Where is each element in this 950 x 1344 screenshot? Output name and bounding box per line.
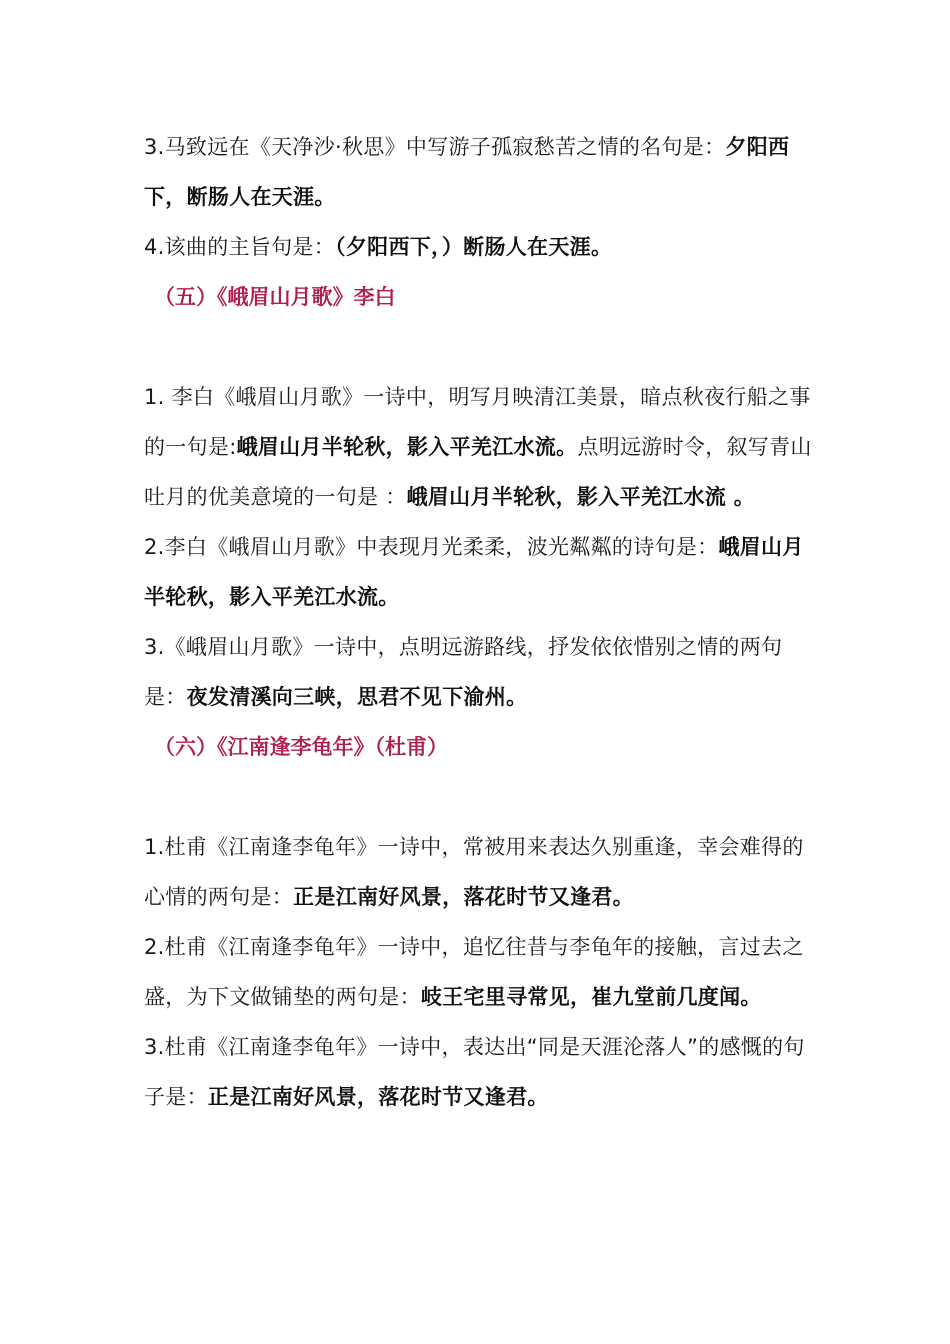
answer-text: （夕阳西下，）断肠人在天涯。 xyxy=(335,235,613,259)
paragraph-q3-mazhiyuan xyxy=(144,122,824,222)
answer-text: 正是江南好风景，落花时节又逢君。 xyxy=(207,1085,549,1109)
document-page xyxy=(144,122,824,1122)
question-text: 2.李白《峨眉山月歌》中表现月光柔柔，波光粼粼的诗句是： xyxy=(144,535,719,559)
answer-text: 夜发清溪向三峡，思君不见下渝州。 xyxy=(186,685,528,709)
question-text: 3.马致远在《天净沙·秋思》中写游子孤寂愁苦之情的名句是： xyxy=(144,135,726,159)
answer-text: 夕阳西下，断肠人在天涯。 xyxy=(144,135,790,209)
answer-text: 岐王宅里寻常见，崔九堂前几度闻。 xyxy=(420,985,762,1009)
question-text: 3.《峨眉山月歌》一诗中，点明远游路线，抒发依依惜别之情的两句是： xyxy=(144,635,783,709)
paragraph-emei-q2 xyxy=(144,522,824,622)
paragraph-q4-theme xyxy=(144,222,824,272)
paragraph-jiangnan-q1 xyxy=(144,822,824,922)
question-text: 3.杜甫《江南逢李龟年》一诗中，表达出“同是天涯沦落人”的感慨的句子是： xyxy=(144,1035,805,1109)
question-text: 2.杜甫《江南逢李龟年》一诗中，追忆往昔与李龟年的接触，言过去之盛，为下文做铺垫的两句是： xyxy=(144,935,804,1009)
paragraph-emei-q1 xyxy=(144,372,824,522)
paragraph-jiangnan-q2 xyxy=(144,922,824,1022)
question-text: 4.该曲的主旨句是： xyxy=(144,235,336,259)
answer-text: 峨眉山月半轮秋，影入平羌江水流 。 xyxy=(406,485,755,509)
question-text: 1. 李白《峨眉山月歌》一诗中，明写月映清江美景，暗点秋夜行船之事的一句是: xyxy=(144,385,811,459)
spacer xyxy=(144,772,824,822)
section-heading-5: （五）《峨眉山月歌》李白 xyxy=(154,285,396,309)
answer-text: 峨眉山月半轮秋，影入平羌江水流。 xyxy=(144,535,804,609)
answer-text: 峨眉山月半轮秋，影入平羌江水流。 xyxy=(236,435,578,459)
spacer xyxy=(144,322,824,372)
section-heading-6: （六）《江南逢李龟年》（杜甫） xyxy=(154,735,448,759)
question-text: 1.杜甫《江南逢李龟年》一诗中，常被用来表达久别重逢，幸会难得的心情的两句是： xyxy=(144,835,804,909)
answer-text: 正是江南好风景，落花时节又逢君。 xyxy=(293,885,634,909)
paragraph-jiangnan-q3 xyxy=(144,1022,824,1122)
paragraph-emei-q3 xyxy=(144,622,824,722)
question-text: 点明远游时令，叙写青山吐月的优美意境的一句是 ： xyxy=(144,435,812,509)
